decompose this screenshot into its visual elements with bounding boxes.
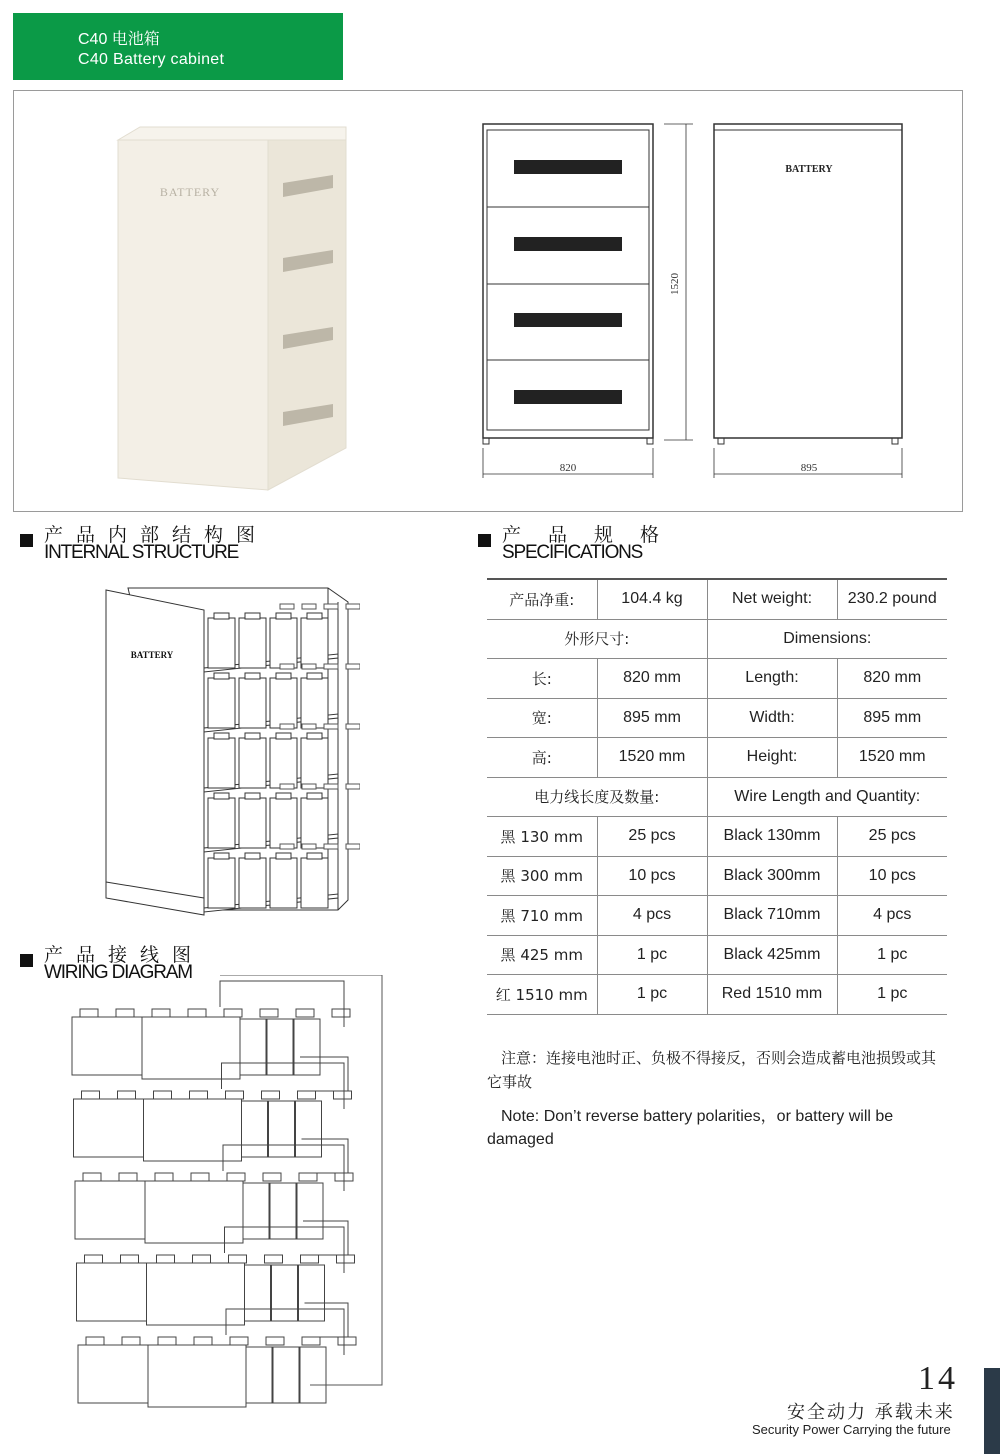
spec-label-en: Black 710mm [707,896,837,936]
spec-label-en: Net weight: [707,579,837,619]
spec-label-cn: 红 1510 mm [487,975,597,1015]
bullet-square [478,534,491,547]
spec-value-en: 25 pcs [837,817,947,857]
terminal [280,844,294,849]
battery-block [239,613,266,668]
terminal [346,784,360,789]
side-width-dimension: 895 [800,462,818,474]
height-dimension: 1520 [669,273,681,295]
terminal [324,784,338,789]
heading-en: SPECIFICATIONS [502,542,643,563]
terminal [280,664,294,669]
terminal [280,604,294,609]
spec-row [487,777,947,817]
battery-block [208,853,235,908]
specifications-table [487,578,947,1015]
battery-block [208,733,235,788]
product-drawings [0,0,1000,520]
spec-label-en: Black 130mm [707,817,837,857]
structure-battery-label: BATTERY [130,650,174,660]
battery-block [239,733,266,788]
battery-block [270,793,297,848]
spec-row [487,738,947,778]
terminal [346,724,360,729]
heading-en: INTERNAL STRUCTURE [44,542,239,563]
spec-row [487,698,947,738]
spec-label-cn: 黑 130 mm [487,817,597,857]
cabinet-photo [118,127,346,490]
spec-label-cn: 黑 300 mm [487,856,597,896]
terminal [280,724,294,729]
spec-row [487,659,947,699]
spec-label-en: Red 1510 mm [707,975,837,1015]
spec-value-cn: 10 pcs [597,856,707,896]
spec-value-en: 895 mm [837,698,947,738]
terminal [346,844,360,849]
bullet-square [20,534,33,547]
spec-value-en: 820 mm [837,659,947,699]
photo-battery-label: BATTERY [159,185,221,199]
spec-label-en: Black 425mm [707,935,837,975]
slogan-en: Security Power Carrying the future [752,1422,951,1437]
battery-block [301,793,328,848]
spec-value-en: 10 pcs [837,856,947,896]
terminal [302,664,316,669]
spec-row [487,579,947,619]
front-view-drawing [483,124,693,478]
terminal [302,604,316,609]
wiring-diagram-drawing [60,975,390,1415]
spec-row [487,817,947,857]
spec-label-cn: 产品净重: [487,579,597,619]
terminal [346,604,360,609]
spec-label-en: Black 300mm [707,856,837,896]
spec-group-cn: 电力线长度及数量: [487,777,707,817]
battery-block [270,613,297,668]
spec-value-en: 1 pc [837,935,947,975]
slogan-cn: 安全动力 承载未来 [787,1402,955,1423]
terminal [324,604,338,609]
spec-row [487,935,947,975]
spec-value-en: 4 pcs [837,896,947,936]
spec-row [487,975,947,1015]
terminal [324,844,338,849]
spec-label-cn: 黑 710 mm [487,896,597,936]
terminal [324,724,338,729]
battery-block [301,613,328,668]
title-en: C40 Battery cabinet [78,51,225,68]
battery-block [301,673,328,728]
front-vent [514,160,622,404]
note-cn: 注意：连接电池时正、负极不得接反，否则会造成蓄电池损毁或其它事故 [487,1049,937,1091]
spec-value-cn: 1 pc [597,935,707,975]
spec-value-cn: 1520 mm [597,738,707,778]
spec-value-en: 1520 mm [837,738,947,778]
battery-block [270,853,297,908]
terminal [302,844,316,849]
heading-cn: 产品内部结构图 [44,524,269,546]
battery-block [301,733,328,788]
battery-block [208,613,235,668]
battery-block [270,733,297,788]
spec-value-cn: 1 pc [597,975,707,1015]
wiring-layers [72,975,382,1407]
spec-group-cn: 外形尺寸: [487,619,707,659]
terminal [302,724,316,729]
spec-row [487,619,947,659]
page-number: 14 [918,1360,958,1397]
terminal [302,784,316,789]
spec-label-cn: 长: [487,659,597,699]
note-en: Note: Don’t reverse battery polarities，or battery will be damaged [487,1108,894,1148]
wiring-layer [72,981,350,1091]
battery-block [270,673,297,728]
spec-label-en: Length: [707,659,837,699]
spec-label-cn: 高: [487,738,597,778]
battery-block [239,793,266,848]
title-cn: C40 电池箱 [78,31,160,48]
side-battery-label: BATTERY [785,164,833,175]
spec-group-en: Wire Length and Quantity: [707,777,947,817]
spec-value-cn: 25 pcs [597,817,707,857]
battery-block [208,673,235,728]
spec-value-cn: 895 mm [597,698,707,738]
spec-row [487,856,947,896]
spec-value-en: 230.2 pound [837,579,947,619]
spec-label-en: Height: [707,738,837,778]
terminal [346,664,360,669]
side-tab [984,1368,1000,1454]
side-view-drawing [714,124,902,478]
heading-cn: 产品接线图 [44,944,205,966]
battery-block [239,673,266,728]
spec-label-en: Width: [707,698,837,738]
front-width-dimension: 820 [559,462,577,474]
spec-group-en: Dimensions: [707,619,947,659]
heading-cn: 产品规格 [502,524,687,546]
battery-block [301,853,328,908]
spec-label-cn: 宽: [487,698,597,738]
internal-structure-drawing [100,580,360,925]
spec-row [487,896,947,936]
terminal [324,664,338,669]
spec-value-cn: 4 pcs [597,896,707,936]
bullet-square [20,954,33,967]
battery-block [208,793,235,848]
spec-value-en: 1 pc [837,975,947,1015]
spec-value-cn: 104.4 kg [597,579,707,619]
spec-label-cn: 黑 425 mm [487,935,597,975]
battery-block [239,853,266,908]
terminal [280,784,294,789]
spec-value-cn: 820 mm [597,659,707,699]
heading-en: WIRING DIAGRAM [44,962,192,983]
